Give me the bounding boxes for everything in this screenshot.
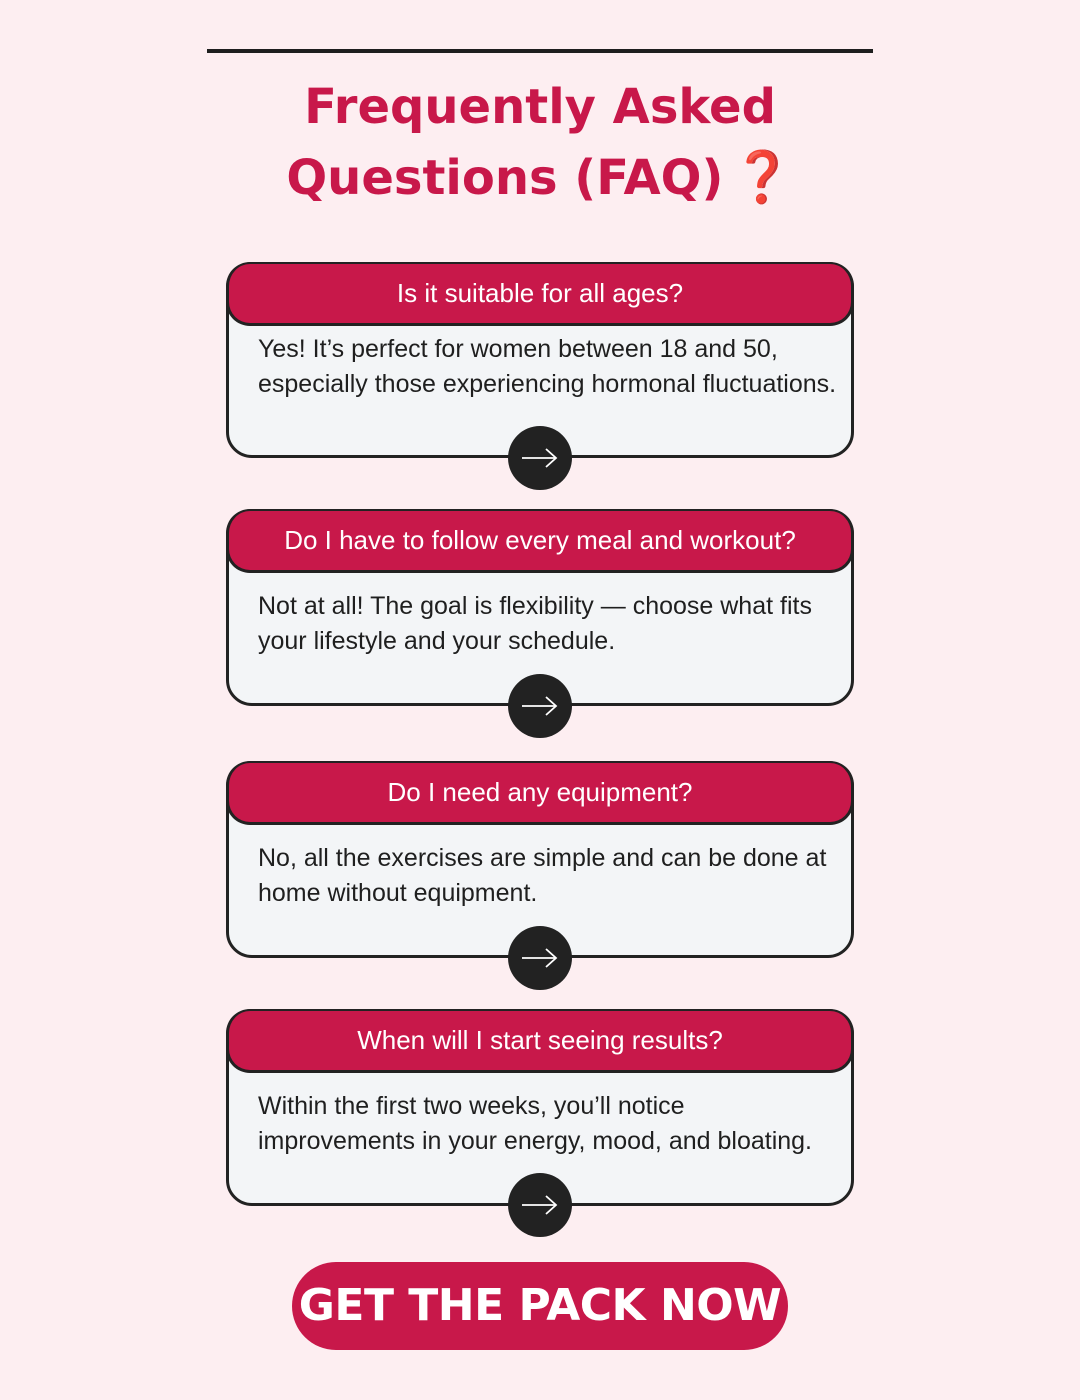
faq-1-arrow-button[interactable] <box>508 426 572 490</box>
faq-answer-2: Not at all! The goal is flexibility — choose what fits your lifestyle and your schedule. <box>258 592 812 655</box>
title-line-2 <box>0 142 1080 213</box>
arrow-right-icon <box>520 446 560 470</box>
faq-answer-4: Within the first two weeks, you’ll notice improvements in your energy, mood, and bloating. <box>258 1092 813 1155</box>
faq-card-4 <box>226 1009 854 1239</box>
top-divider <box>207 49 873 53</box>
faq-answer-1: Yes! It’s perfect for women between 18 and 50, especially those experiencing hormonal fluctuations. <box>258 335 837 398</box>
faq-question-2: Do I have to follow every meal and workout? <box>226 509 854 573</box>
faq-2-arrow-button[interactable] <box>508 674 572 738</box>
faq-3-arrow-button[interactable] <box>508 926 572 990</box>
faq-card-1 <box>226 262 854 492</box>
arrow-right-icon <box>520 694 560 718</box>
title-line-1: Frequently Asked <box>304 79 776 135</box>
faq-card-3 <box>226 761 854 991</box>
faq-question-1: Is it suitable for all ages? <box>226 262 854 326</box>
faq-question-4: When will I start seeing results? <box>226 1009 854 1073</box>
arrow-right-icon <box>520 946 560 970</box>
faq-answer-3: No, all the exercises are simple and can be done at home without equipment. <box>258 844 827 907</box>
faq-question-3: Do I need any equipment? <box>226 761 854 825</box>
title-line-2-text: Questions (FAQ) <box>286 150 724 206</box>
page-title <box>0 72 1080 213</box>
question-mark-icon: ❓ <box>731 148 794 206</box>
get-pack-button[interactable]: GET THE PACK NOW <box>292 1262 788 1350</box>
faq-card-2 <box>226 509 854 739</box>
faq-4-arrow-button[interactable] <box>508 1173 572 1237</box>
arrow-right-icon <box>520 1193 560 1217</box>
